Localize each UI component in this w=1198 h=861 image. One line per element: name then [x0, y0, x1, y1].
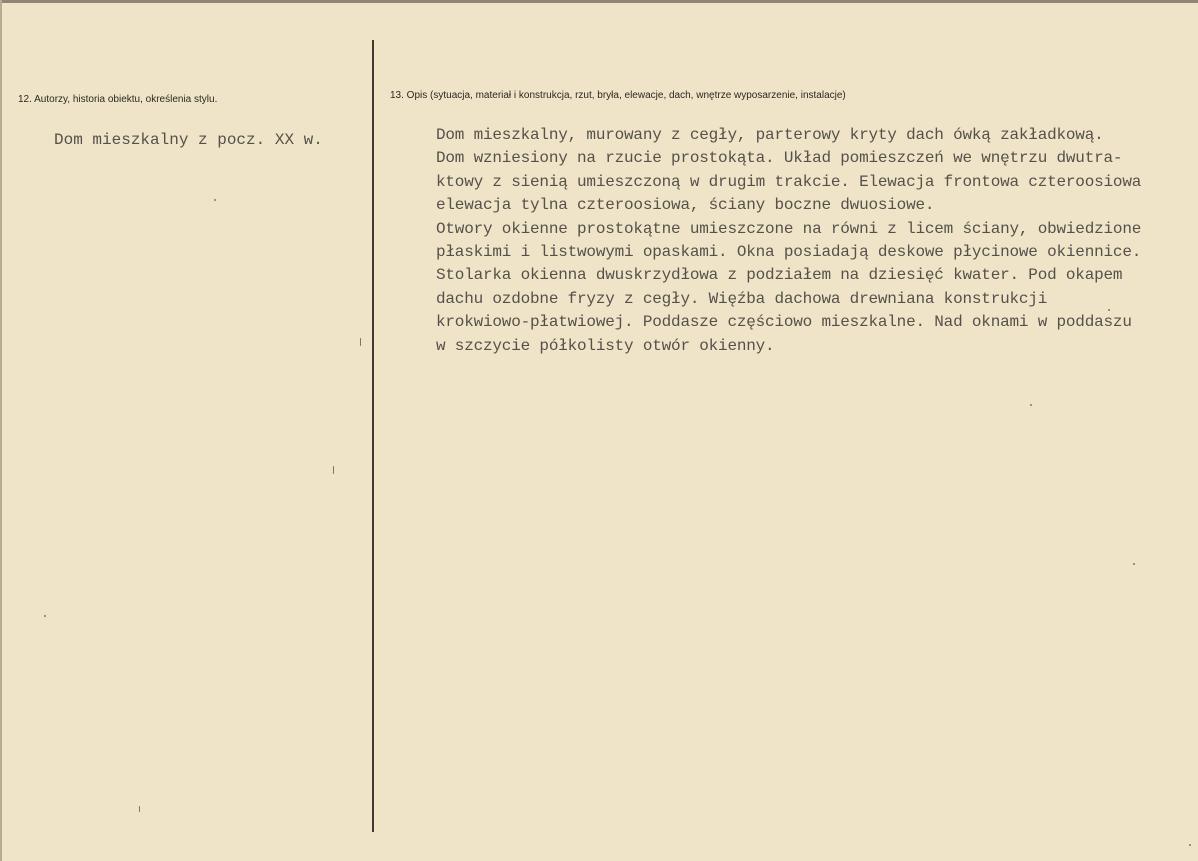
scan-left-edge — [0, 0, 2, 861]
description-line: Dom wzniesiony na rzucie prostokąta. Układ pomieszczeń we wnętrzu dwutra- — [436, 149, 1123, 168]
paper-speck — [214, 199, 216, 201]
description-line: ktowy z sienią umieszczoną w drugim trakcie. Elewacja frontowa czteroosiowa — [436, 172, 1142, 191]
paper-speck — [1030, 404, 1032, 406]
description-line: elewacja tylna czteroosiowa, ściany boczne dwuosiowe. — [436, 196, 935, 215]
paper-speck — [333, 466, 334, 474]
paper-speck — [360, 338, 361, 346]
column-divider — [372, 40, 374, 832]
paper-speck — [1189, 844, 1191, 846]
field-12-label: 12. Autorzy, historia obiektu, określenia stylu. — [18, 94, 218, 105]
paper-speck — [1133, 563, 1135, 565]
description-line: Stolarka okienna dwuskrzydłowa z podziałem na dziesięć kwater. Pod okapem — [436, 266, 1123, 285]
description-line: dachu ozdobne fryzy z cegły. Więźba dachowa drewniana konstrukcji — [436, 289, 1048, 308]
scan-top-edge — [0, 0, 1198, 3]
field-12-value: Dom mieszkalny z pocz. XX w. — [54, 131, 323, 149]
description-line: krokwiowo-płatwiowej. Poddasze częściowo mieszkalne. Nad oknami w poddaszu — [436, 313, 1132, 332]
description-line: płaskimi i listwowymi opaskami. Okna posiadają deskowe płycinowe okiennice. — [436, 243, 1142, 262]
field-13-label: 13. Opis (sytuacja, materiał i konstrukcja, rzut, bryła, elewacje, dach, wnętrze wyposarzenie, instalacje) — [390, 90, 846, 101]
paper-speck — [44, 615, 46, 617]
paper-speck — [139, 806, 140, 812]
field-13-description — [436, 124, 1141, 358]
description-line: Otwory okienne prostokątne umieszczone na równi z licem ściany, obwiedzione — [436, 219, 1142, 238]
paper-speck — [1108, 309, 1110, 311]
description-line: Dom mieszkalny, murowany z cegły, parterowy kryty dach ówką zakładkową. — [436, 126, 1104, 144]
description-line: w szczycie półkolisty otwór okienny. — [436, 336, 775, 355]
